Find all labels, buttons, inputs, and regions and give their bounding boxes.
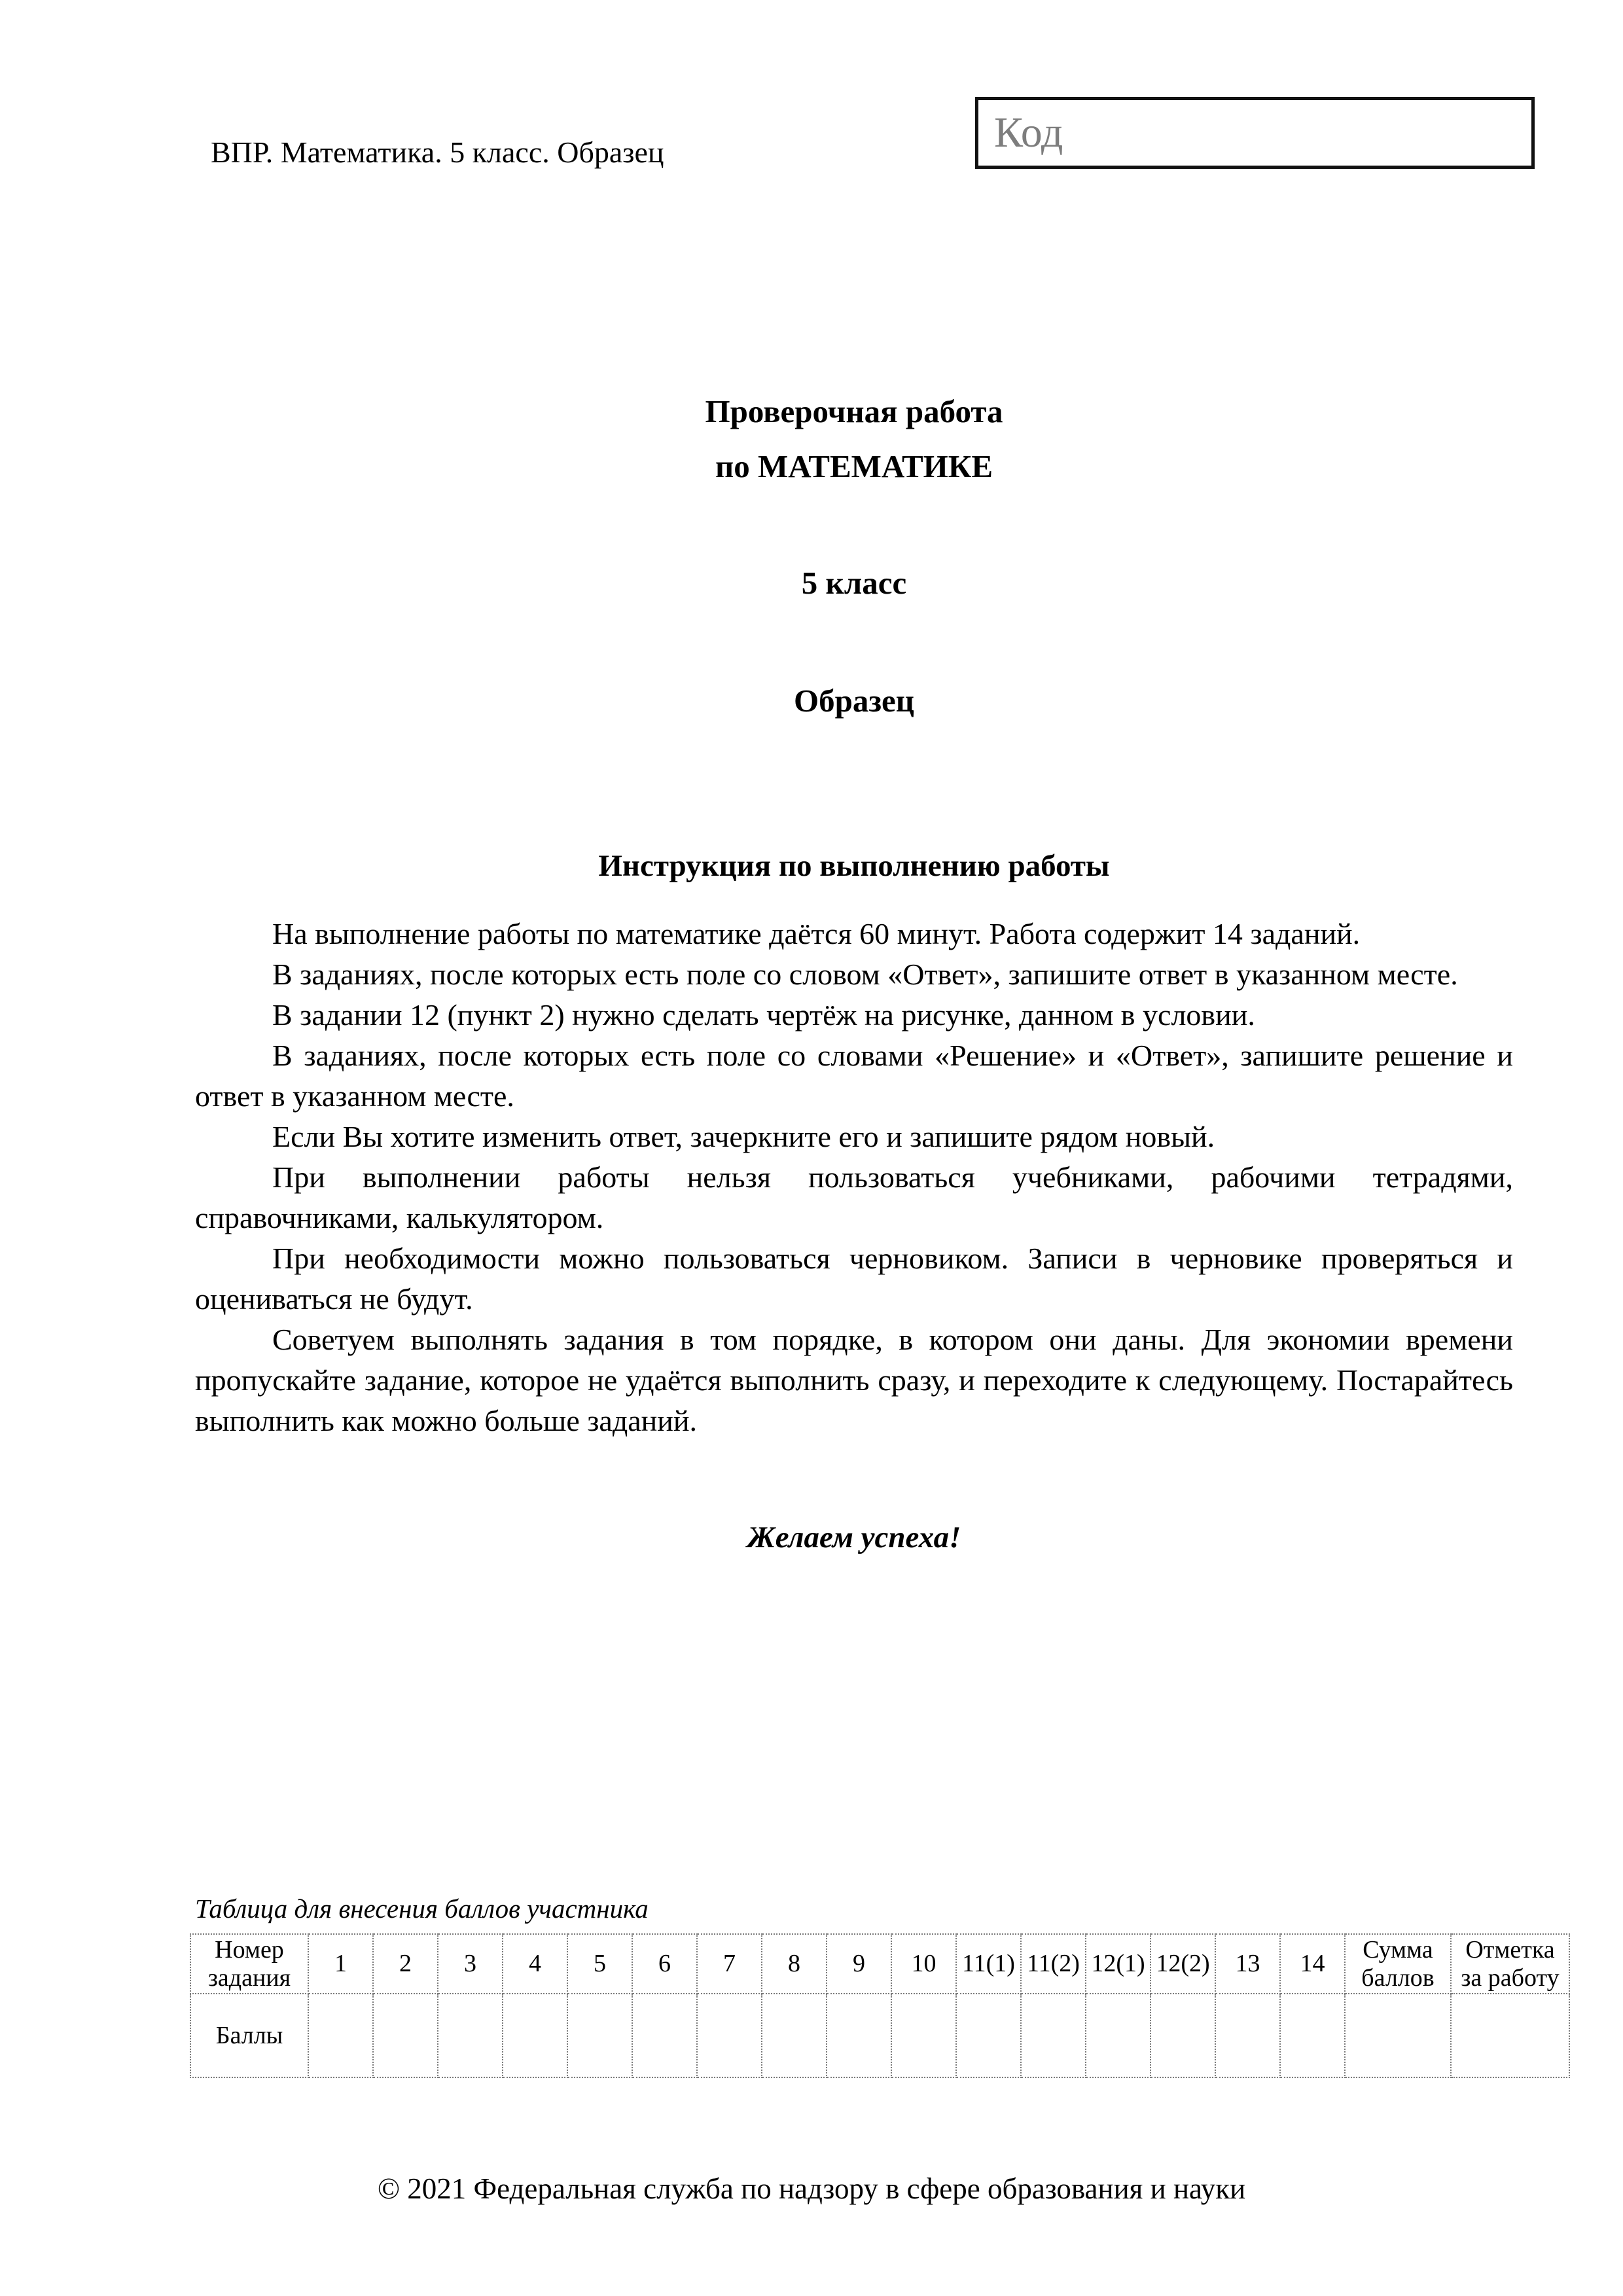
- score-cell: [956, 1994, 1021, 2077]
- score-table-header-cell: 4: [503, 1934, 567, 1994]
- score-table-header-cell: Отметка за работу: [1451, 1934, 1569, 1994]
- instruction-paragraph: Если Вы хотите изменить ответ, зачеркните его и запишите рядом новый.: [272, 1120, 1215, 1153]
- score-cell: [1150, 1994, 1215, 2077]
- instruction-paragraph: При необходимости можно пользоваться черновиком. Записи в черновике проверяться и оцениваться не будут.: [195, 1242, 1513, 1316]
- score-table-header-cell: 10: [891, 1934, 956, 1994]
- score-cell: [567, 1994, 632, 2077]
- score-cell: [438, 1994, 503, 2077]
- score-cell: [373, 1994, 438, 2077]
- score-table-header-row: [190, 1934, 1569, 1994]
- score-cell: [308, 1994, 373, 2077]
- score-table-header-cell: 12(1): [1086, 1934, 1150, 1994]
- score-cell: [1345, 1994, 1451, 2077]
- score-table-header-cell: 1: [308, 1934, 373, 1994]
- score-cell: [1215, 1994, 1280, 2077]
- score-cell: [891, 1994, 956, 2077]
- score-table-header-cell: 8: [762, 1934, 827, 1994]
- instruction-body: [195, 914, 1513, 1441]
- score-table-caption: Таблица для внесения баллов участника: [195, 1893, 649, 1924]
- score-table-header-cell: 11(2): [1021, 1934, 1086, 1994]
- score-table-header-cell: 14: [1280, 1934, 1345, 1994]
- page-title: Проверочная работа: [705, 393, 1003, 429]
- score-table-header-cell: 9: [827, 1934, 891, 1994]
- score-cell: [1086, 1994, 1150, 2077]
- code-field-label: Код: [994, 109, 1063, 156]
- score-table-header-cell: 6: [632, 1934, 697, 1994]
- score-table-header-cell: 2: [373, 1934, 438, 1994]
- score-table: [190, 1933, 1570, 2078]
- score-cell: [827, 1994, 891, 2077]
- score-cell: [503, 1994, 567, 2077]
- score-table-header-cell: 11(1): [956, 1934, 1021, 1994]
- score-table-header-cell: 7: [697, 1934, 762, 1994]
- score-cell: [697, 1994, 762, 2077]
- score-table-header-cell: 13: [1215, 1934, 1280, 1994]
- code-field: [975, 97, 1535, 169]
- instruction-paragraph: На выполнение работы по математике даётся 60 минут. Работа содержит 14 заданий.: [272, 917, 1361, 950]
- score-table-header-cell: Номер задания: [190, 1934, 308, 1994]
- score-cell: [632, 1994, 697, 2077]
- instruction-paragraph: В заданиях, после которых есть поле со словами «Решение» и «Ответ», запишите решение и ответ в указанном месте.: [195, 1039, 1513, 1113]
- score-table-values-row: [190, 1994, 1569, 2077]
- copyright-footer: © 2021 Федеральная служба по надзору в сфере образования и науки: [377, 2172, 1246, 2205]
- score-table-header-cell: 3: [438, 1934, 503, 1994]
- good-luck-message: Желаем успеха!: [747, 1520, 961, 1554]
- score-table-header-cell: 12(2): [1150, 1934, 1215, 1994]
- score-table-header-cell: Сумма баллов: [1345, 1934, 1451, 1994]
- instruction-paragraph: Советуем выполнять задания в том порядке, в котором они даны. Для экономии времени пропускайте задание, которое не удаётся выполнить сразу, и переходите к следующему. Постарайтесь выполнить как можно больше заданий.: [195, 1323, 1513, 1437]
- score-cell: [1280, 1994, 1345, 2077]
- page-subtitle-subject: по МАТЕМАТИКЕ: [715, 448, 993, 484]
- score-cell: [1451, 1994, 1569, 2077]
- instruction-paragraph: В заданиях, после которых есть поле со словом «Ответ», запишите ответ в указанном месте.: [272, 958, 1458, 991]
- instruction-paragraph: При выполнении работы нельзя пользоваться учебниками, рабочими тетрадями, справочниками, калькулятором.: [195, 1160, 1513, 1234]
- instruction-paragraph: В задании 12 (пункт 2) нужно сделать чертёж на рисунке, данном в условии.: [272, 998, 1255, 1031]
- score-table-header-cell: 5: [567, 1934, 632, 1994]
- document-header-label: ВПР. Математика. 5 класс. Образец: [211, 135, 664, 169]
- variant-label: Образец: [793, 683, 915, 719]
- instruction-heading: Инструкция по выполнению работы: [598, 849, 1110, 883]
- score-cell: [762, 1994, 827, 2077]
- score-row-label: Баллы: [190, 1994, 308, 2077]
- grade-label: 5 класс: [801, 565, 907, 601]
- score-cell: [1021, 1994, 1086, 2077]
